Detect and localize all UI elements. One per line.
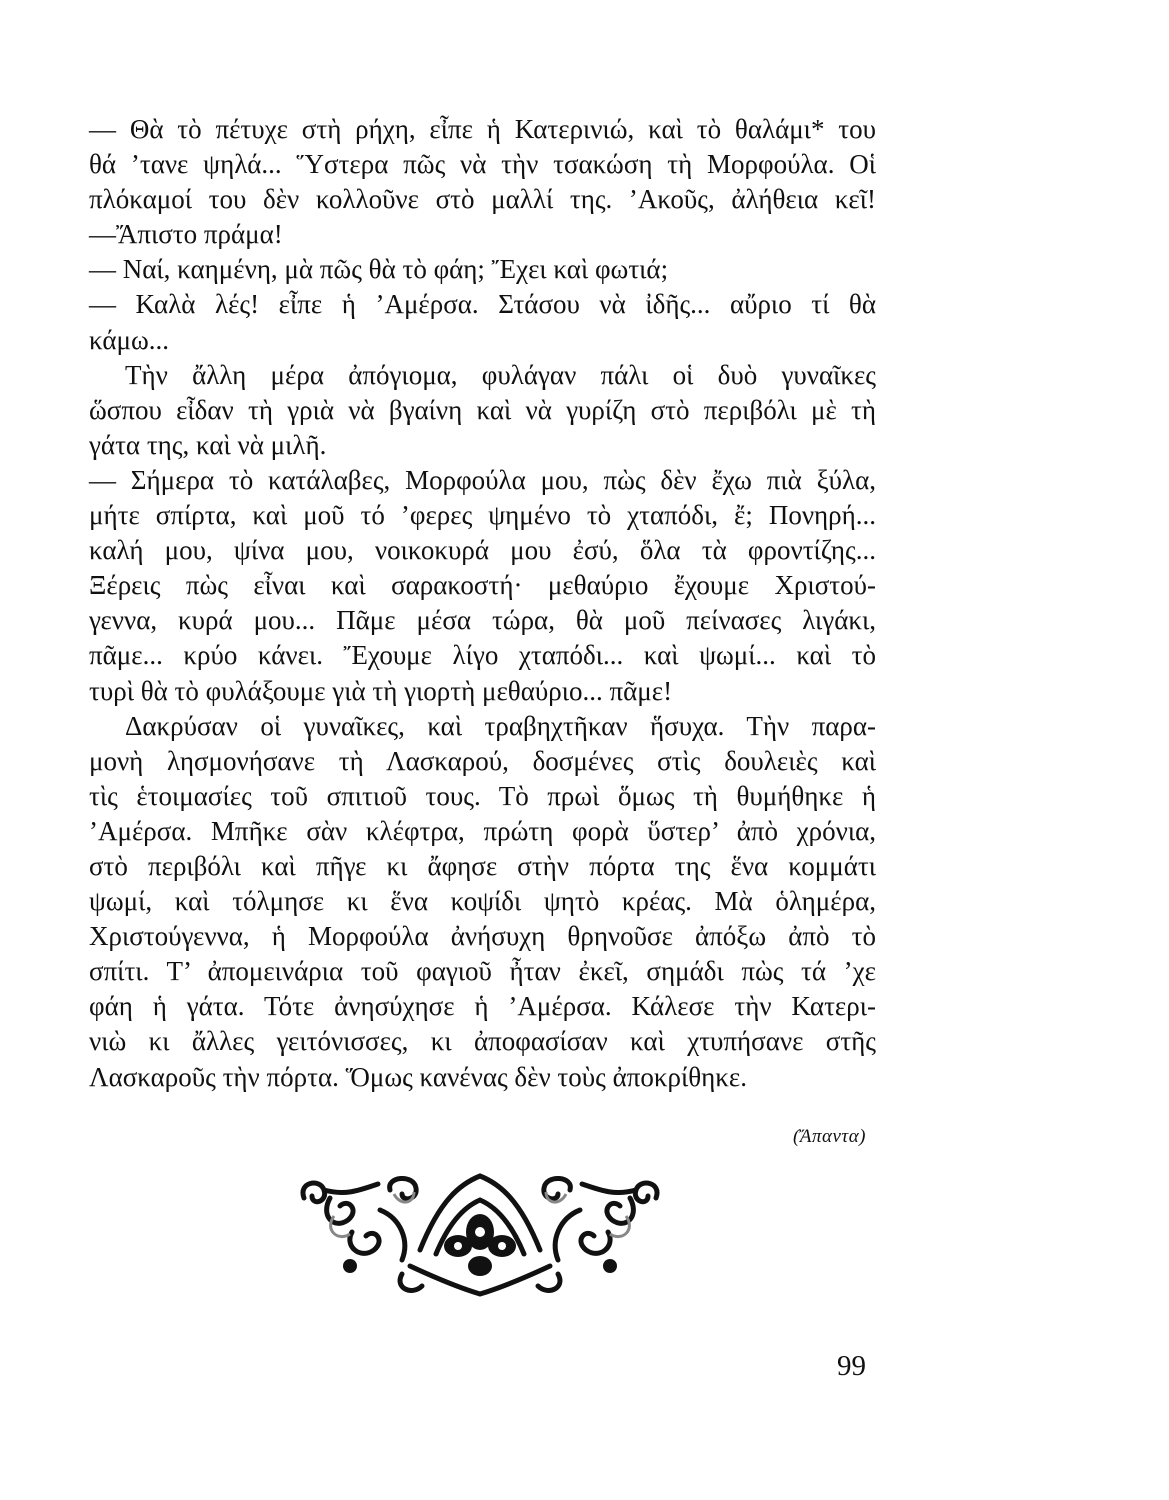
text-line: πλόκαμοί του δὲν κολλοῦνε στὸ μαλλί της. ’Ακοῦς, ἀλήθεια κεῖ! (89, 184, 876, 215)
page-number: 99 (837, 1350, 866, 1382)
text-line: — Θὰ τὸ πέτυχε στὴ ρήχη, εἶπε ἡ Κατερινιώ, καὶ τὸ θαλάμι* του (89, 114, 876, 144)
body-text (89, 112, 876, 1095)
text-line: Χριστούγεννα, ἡ Μορφούλα ἀνήσυχη θρηνοῦσε ἀπόξω ἀπὸ τὸ (89, 921, 876, 952)
text-line: τὶς ἑτοιμασίες τοῦ σπιτιοῦ τους. Τὸ πρωὶ ὅμως τὴ θυμήθηκε ἡ (89, 780, 876, 811)
text-line: — Καλὰ λές! εἶπε ἡ ’Αμέρσα. Στάσου νὰ ἰδῆς... αὔριο τί θὰ (89, 289, 876, 320)
text-line: Ξέρεις πὼς εἶναι καὶ σαρακοστή· μεθαύριο ἔχουμε Χριστού- (89, 570, 876, 601)
decorative-ornament-icon (290, 1170, 670, 1300)
text-line: κάμω... (89, 324, 170, 355)
text-line: Τὴν ἄλλη μέρα ἀπόγιομα, φυλάγαν πάλι οἱ δυὸ γυναῖκες (125, 359, 876, 390)
text-line: στὸ περιβόλι καὶ πῆγε κι ἄφησε στὴν πόρτα της ἕνα κομμάτι (89, 850, 876, 881)
text-line: — Σήμερα τὸ κατάλαβες, Μορφούλα μου, πὼς δὲν ἔχω πιὰ ξύλα, (89, 464, 876, 495)
text-line: ὥσπου εἶδαν τὴ γριὰ νὰ βγαίνη καὶ νὰ γυρίζη στὸ περιβόλι μὲ τὴ (89, 394, 876, 425)
text-line: — Ναί, καημένη, μὰ πῶς θὰ τὸ φάη; Ἔχει καὶ φωτιά; (89, 254, 669, 285)
text-line: ψωμί, καὶ τόλμησε κι ἕνα κοψίδι ψητὸ κρέας. Μὰ ὁλημέρα, (89, 886, 876, 917)
text-line: ’Αμέρσα. Μπῆκε σὰν κλέφτρα, πρώτη φορὰ ὕστερ’ ἀπὸ χρόνια, (89, 815, 876, 846)
text-line: πᾶμε... κρύο κάνει. Ἔχουμε λίγο χταπόδι... καὶ ψωμί... καὶ τὸ (89, 640, 876, 671)
text-line: Λασκαροῦς τὴν πόρτα. Ὅμως κανένας δὲν τοὺς ἀποκρίθηκε. (89, 1061, 747, 1092)
text-line: καλή μου, ψίνα μου, νοικοκυρά μου ἐσύ, ὅλα τὰ φροντίζης... (89, 535, 876, 566)
source-attribution: (Ἄπαντα) (793, 1126, 866, 1147)
text-line: Δακρύσαν οἱ γυναῖκες, καὶ τραβηχτῆκαν ἥσυχα. Τὴν παρα- (125, 710, 876, 741)
text-line: νιὼ κι ἄλλες γειτόνισσες, κι ἀποφασίσαν καὶ χτυπήσανε στῆς (89, 1026, 876, 1057)
text-line: γάτα της, καὶ νὰ μιλῆ. (89, 429, 327, 460)
text-line: τυρὶ θὰ τὸ φυλάξουμε γιὰ τὴ γιορτὴ μεθαύριο... πᾶμε! (89, 675, 673, 706)
text-line: μήτε σπίρτα, καὶ μοῦ τό ’φερες ψημένο τὸ χταπόδι, ἔ; Πονηρή... (89, 500, 876, 531)
text-line: γεννα, κυρά μου... Πᾶμε μέσα τώρα, θὰ μοῦ πείνασες λιγάκι, (89, 605, 876, 636)
text-line: θά ’τανε ψηλά... Ὕστερα πῶς νὰ τὴν τσακώση τὴ Μορφούλα. Οἱ (89, 149, 876, 180)
text-line: μονὴ λησμονήσανε τὴ Λασκαρού, δοσμένες στὶς δουλειὲς καὶ (89, 745, 876, 776)
text-line: φάη ἡ γάτα. Τότε ἀνησύχησε ἡ ’Αμέρσα. Κάλεσε τὴν Κατερι- (89, 991, 876, 1022)
text-line: —Ἄπιστο πράμα! (89, 219, 283, 250)
text-line: σπίτι. Τ’ ἀπομεινάρια τοῦ φαγιοῦ ἦταν ἐκεῖ, σημάδι πὼς τά ’χε (89, 956, 876, 987)
